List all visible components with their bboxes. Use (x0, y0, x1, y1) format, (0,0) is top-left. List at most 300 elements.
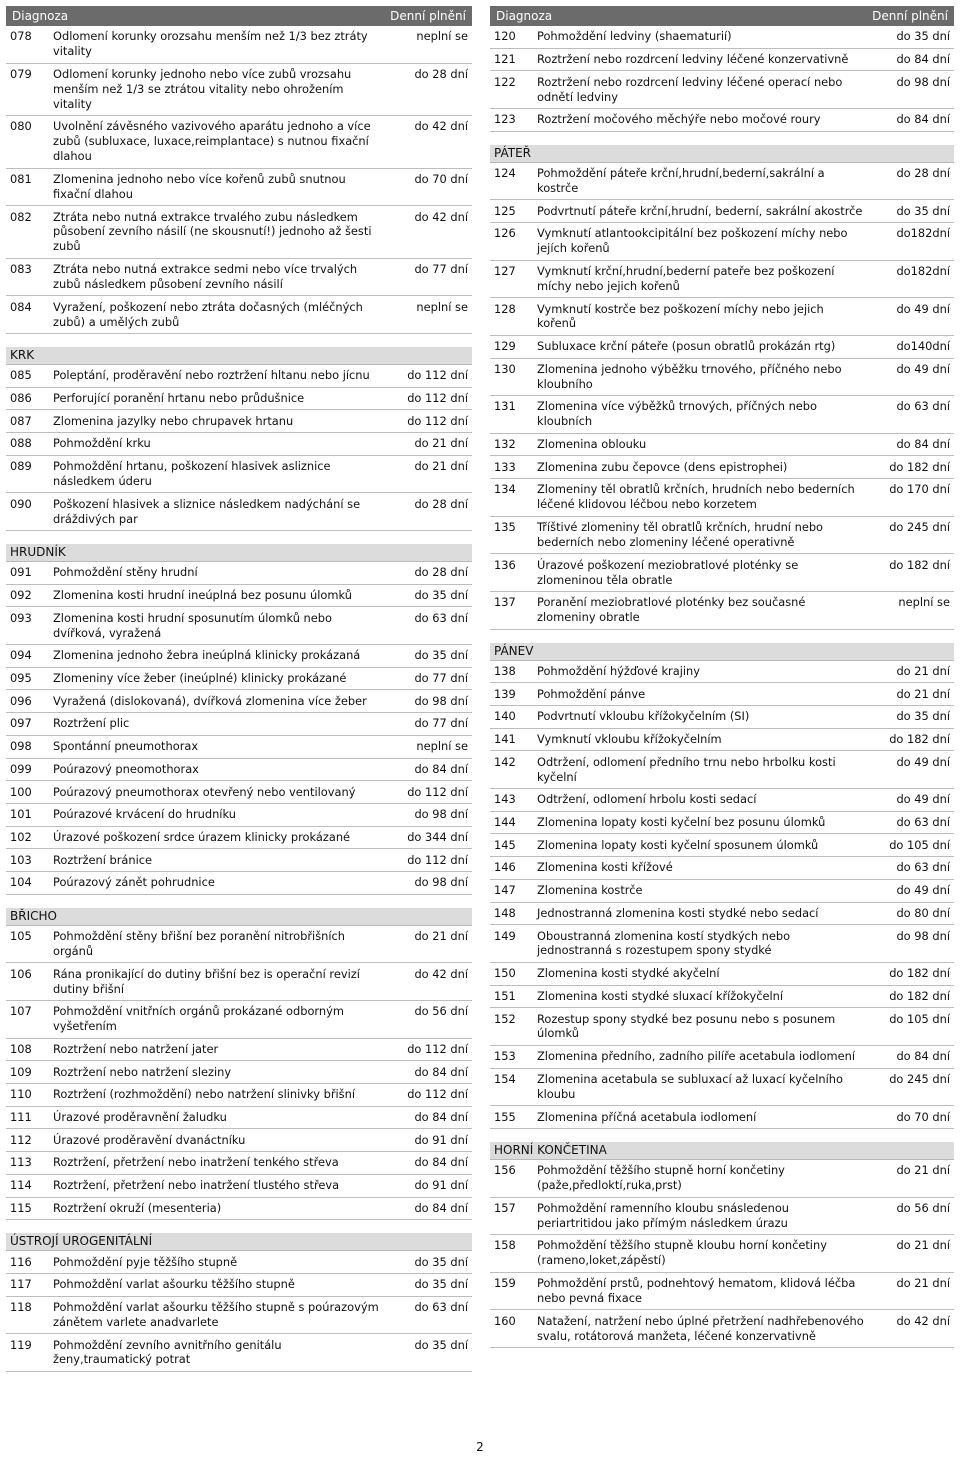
diagnosis-description: Pohmoždění stěny břišní bez poranění nitrobřišních orgánů (53, 929, 346, 958)
table-row (6, 690, 472, 713)
daily-benefit-days: do 245 dní (889, 520, 950, 535)
diagnosis-description: Pohmoždění těžšího stupně horní končetiny (paže,předloktí,ruka,prst) (537, 1163, 785, 1193)
daily-benefit-days: neplní se (416, 739, 468, 754)
diagnosis-description: Pohmoždění ledviny (shaematurií) (537, 29, 732, 44)
daily-benefit-days: do 182 dní (889, 988, 950, 1003)
daily-benefit-days: do 21 dní (896, 1276, 950, 1291)
diagnosis-code: 158 (494, 1238, 516, 1253)
diagnosis-code: 093 (10, 610, 32, 625)
sections (6, 26, 472, 1372)
table-row (6, 1001, 472, 1039)
table-row (6, 926, 472, 964)
header-diagnosis-label: Diagnoza (12, 9, 69, 23)
section-heading: KRK (6, 347, 472, 365)
daily-benefit-days: do 35 dní (414, 1277, 468, 1292)
diagnosis-description: Poúrazové krvácení do hrudníku (53, 807, 236, 822)
diagnosis-description: Tříštivé zlomeniny těl obratlů krčních, hrudní nebo bederních nebo zlomeniny léčené operativně (537, 520, 824, 549)
daily-benefit-days: do 84 dní (414, 1155, 468, 1170)
diagnosis-description: Perforující poranění hrtanu nebo průdušnice (53, 390, 305, 405)
diagnosis-code: 117 (10, 1277, 32, 1292)
table-row (6, 1129, 472, 1152)
table-row (490, 706, 954, 729)
diagnosis-description: Roztržení plic (53, 716, 130, 731)
daily-benefit-days: do 98 dní (414, 875, 468, 890)
daily-benefit-days: do 35 dní (414, 648, 468, 663)
daily-benefit-days: do 42 dní (414, 209, 468, 224)
diagnosis-code: 110 (10, 1087, 32, 1102)
diagnosis-code: 092 (10, 588, 32, 603)
diagnosis-description: Zlomenina oblouku (537, 437, 647, 452)
diagnosis-description: Zlomenina kosti hrudní sposunutím úlomků nebo dvířková, vyražená (53, 610, 332, 640)
table-row (6, 1274, 472, 1297)
diagnosis-code: 115 (10, 1200, 32, 1215)
diagnosis-code: 123 (494, 112, 516, 127)
diagnosis-code: 099 (10, 761, 32, 776)
table-row (490, 751, 954, 789)
daily-benefit-days: do 77 dní (414, 262, 468, 277)
daily-benefit-days: do 35 dní (896, 29, 950, 44)
column-header (6, 6, 472, 26)
diagnosis-code: 090 (10, 496, 32, 511)
daily-benefit-days: do 21 dní (896, 1238, 950, 1253)
daily-benefit-days: do 84 dní (896, 52, 950, 66)
table-row (6, 849, 472, 872)
diagnosis-description: Spontánní pneumothorax (53, 739, 199, 754)
diagnosis-description: Zlomenina jazylky nebo chrupavek hrtanu (53, 413, 294, 428)
table-row (6, 1152, 472, 1175)
diagnosis-description: Poúrazový zánět pohrudnice (53, 875, 215, 890)
diagnosis-code: 111 (10, 1110, 32, 1124)
diagnosis-description: Vymknutí kostrče bez poškození míchy nebo jejich kořenů (537, 301, 824, 331)
diagnosis-code: 156 (494, 1163, 516, 1178)
diagnosis-description: Pohmoždění hrtanu, poškození hlasivek asliznice následkem úderu (53, 459, 331, 488)
daily-benefit-days: do 42 dní (414, 119, 468, 134)
diagnosis-code: 106 (10, 966, 32, 981)
table-row (490, 109, 954, 132)
table-row (6, 1039, 472, 1062)
table-row (6, 64, 472, 117)
diagnosis-code: 147 (494, 883, 516, 898)
daily-benefit-days: do 35 dní (414, 1254, 468, 1269)
table-row (490, 1235, 954, 1273)
diagnosis-code: 134 (494, 482, 516, 497)
daily-benefit-days: do 112 dní (407, 852, 468, 867)
diagnosis-code: 088 (10, 436, 32, 451)
diagnosis-code: 151 (494, 988, 516, 1003)
diagnosis-code: 144 (494, 815, 516, 830)
diagnosis-code: 145 (494, 837, 516, 852)
diagnosis-code: 084 (10, 299, 32, 314)
daily-benefit-days: do 112 dní (407, 368, 468, 383)
diagnosis-description: Zlomenina kosti hrudní ineúplná bez posunu úlomků (53, 588, 352, 603)
diagnosis-code: 109 (10, 1064, 32, 1079)
diagnosis-code: 085 (10, 368, 32, 383)
diagnosis-code: 140 (494, 709, 516, 724)
table-row (6, 493, 472, 531)
daily-benefit-days: neplní se (416, 299, 468, 314)
daily-benefit-days: do 112 dní (407, 784, 468, 799)
table-row (490, 729, 954, 752)
table-row (490, 163, 954, 201)
diagnosis-description: Zlomenina kosti stydké sluxací křížokyčelní (537, 988, 784, 1003)
table-row (490, 456, 954, 479)
table-row (6, 1334, 472, 1372)
table-row (490, 1069, 954, 1107)
daily-benefit-days: do140dní (896, 339, 950, 354)
diagnosis-description: Pohmoždění těžšího stupně kloubu horní končetiny (rameno,loket,zápěstí) (537, 1238, 827, 1268)
table-row (6, 781, 472, 804)
table-row (6, 433, 472, 456)
diagnosis-code: 128 (494, 301, 516, 316)
diagnosis-code: 112 (10, 1132, 32, 1147)
section-heading: PÁNEV (490, 643, 954, 661)
diagnosis-description: Poranění meziobratlové ploténky bez současné zlomeniny obratle (537, 595, 806, 625)
table-row (490, 479, 954, 517)
table-row (6, 169, 472, 207)
diagnosis-code: 095 (10, 671, 32, 686)
table-row (490, 434, 954, 457)
table-row (490, 200, 954, 223)
diagnosis-code: 108 (10, 1041, 32, 1056)
diagnosis-code: 160 (494, 1313, 516, 1328)
diagnosis-description: Úrazové poškození meziobratlové ploténky se zlomeninou těla obratle (537, 557, 799, 587)
table-row (490, 223, 954, 261)
table-row (490, 1160, 954, 1198)
header-value-label: Denní plnění (872, 9, 948, 23)
daily-benefit-days: neplní se (416, 29, 468, 44)
table-row (6, 827, 472, 850)
diagnosis-code: 138 (494, 663, 516, 678)
diagnosis-description: Pohmoždění páteře krční,hrudní,bederní,sakrální a kostrče (537, 166, 825, 195)
diagnosis-description: Pohmoždění pyje těžšího stupně (53, 1254, 238, 1269)
daily-benefit-days: neplní se (898, 595, 950, 610)
diagnosis-description: Zlomenina předního, zadního pilíře acetabula iodlomení (537, 1049, 856, 1064)
daily-benefit-days: do 84 dní (414, 1064, 468, 1079)
diagnosis-description: Zlomenina kosti stydké akyčelní (537, 966, 720, 981)
diagnosis-code: 118 (10, 1299, 32, 1314)
daily-benefit-days: do 49 dní (896, 361, 950, 376)
diagnosis-code: 078 (10, 29, 32, 44)
diagnosis-code: 089 (10, 459, 32, 474)
diagnosis-description: Zlomenina kosti křížové (537, 860, 673, 875)
page-number: 2 (476, 1440, 484, 1454)
daily-benefit-days: do 49 dní (896, 301, 950, 316)
daily-benefit-days: do 21 dní (414, 459, 468, 474)
daily-benefit-days: do 35 dní (414, 1337, 468, 1352)
table-row (6, 206, 472, 259)
table-row (6, 1297, 472, 1335)
diagnosis-code: 105 (10, 929, 32, 944)
diagnosis-code: 096 (10, 693, 32, 708)
diagnosis-code: 141 (494, 732, 516, 747)
diagnosis-code: 101 (10, 807, 32, 822)
table-row (6, 365, 472, 388)
diagnosis-description: Zlomeniny těl obratlů krčních, hrudních nebo bederních léčené klidovou léčbou nebo korzetem (537, 482, 855, 512)
daily-benefit-days: do 84 dní (896, 437, 950, 452)
diagnosis-description: Podvrtnutí páteře krční,hrudní, bederní, sakrální akostrče (537, 203, 863, 218)
diagnosis-code: 116 (10, 1254, 32, 1269)
diagnosis-code: 119 (10, 1337, 32, 1352)
table-row (490, 517, 954, 555)
daily-benefit-days: do 98 dní (896, 74, 950, 89)
diagnosis-code: 094 (10, 648, 32, 663)
diagnosis-description: Jednostranná zlomenina kosti stydké nebo sedací (537, 905, 819, 920)
diagnosis-description: Zlomenina acetabula se subluxací až luxací kyčelního kloubu (537, 1071, 843, 1101)
diagnosis-description: Zlomeniny více žeber (ineúplné) klinicky prokázané (53, 671, 347, 686)
diagnosis-description: Zlomenina jednoho nebo více kořenů zubů snutnou fixační dlahou (53, 171, 346, 201)
diagnosis-description: Zlomenina zubu čepovce (dens epistrophei) (537, 459, 788, 474)
daily-benefit-days: do 21 dní (896, 686, 950, 701)
left-column (6, 6, 472, 1372)
daily-benefit-days: do 170 dní (889, 482, 950, 497)
diagnosis-description: Vyražení, poškození nebo ztráta dočasných (mléčných zubů) a umělých zubů (53, 299, 363, 329)
diagnosis-description: Pohmoždění ramenního kloubu snásledenou periartritidou jako přímým následkem úrazu (537, 1200, 790, 1230)
diagnosis-code: 131 (494, 399, 516, 414)
diagnosis-code: 133 (494, 459, 516, 474)
diagnosis-description: Pohmoždění zevního avnitřního genitálu ženy,traumatický potrat (53, 1337, 282, 1367)
diagnosis-description: Poúrazový pneomothorax (53, 761, 199, 776)
table-row (6, 456, 472, 494)
table-row (490, 963, 954, 986)
diagnosis-description: Zlomenina lopaty kosti kyčelní sposunem úlomků (537, 837, 819, 852)
diagnosis-code: 148 (494, 905, 516, 920)
diagnosis-description: Natažení, natržení nebo úplné přetržení nadhřebenového svalu, rotátorová manžeta, léčené konzervativně (537, 1313, 864, 1343)
table-row (6, 872, 472, 895)
daily-benefit-days: do 28 dní (414, 565, 468, 580)
daily-benefit-days: do 84 dní (414, 1110, 468, 1124)
daily-benefit-days: do 49 dní (896, 883, 950, 898)
diagnosis-description: Podvrtnutí vkloubu křížokyčelním (SI) (537, 709, 750, 724)
table-row (6, 713, 472, 736)
table-row (6, 1175, 472, 1198)
diagnosis-code: 113 (10, 1155, 32, 1170)
diagnosis-code: 143 (494, 792, 516, 807)
diagnosis-description: Zlomenina příčná acetabula iodlomení (537, 1109, 757, 1124)
daily-benefit-days: do 91 dní (414, 1132, 468, 1147)
diagnosis-code: 126 (494, 226, 516, 241)
daily-benefit-days: do 91 dní (414, 1178, 468, 1193)
table-row (6, 296, 472, 334)
header-diagnosis-label: Diagnoza (496, 9, 553, 23)
diagnosis-description: Poúrazový pneumothorax otevřený nebo ventilovaný (53, 784, 356, 799)
daily-benefit-days: do 182 dní (889, 459, 950, 474)
daily-benefit-days: do 49 dní (896, 754, 950, 769)
table-row (490, 26, 954, 49)
table-row (6, 668, 472, 691)
table-row (490, 834, 954, 857)
diagnosis-description: Roztržení okruží (mesenteria) (53, 1200, 222, 1215)
diagnosis-description: Odlomení korunky jednoho nebo více zubů vrozsahu menším než 1/3 se ztrátou vitality nebo ohrožením vitality (53, 66, 352, 111)
diagnosis-description: Ztráta nebo nutná extrakce trvalého zubu následkem působení zevního násilí (ne skousnutí!) jednoho až šesti zubů (53, 209, 372, 254)
diagnosis-code: 121 (494, 52, 516, 66)
diagnosis-description: Roztržení nebo natržení jater (53, 1041, 219, 1056)
diagnosis-code: 087 (10, 413, 32, 428)
daily-benefit-days: do 21 dní (414, 436, 468, 451)
table-row (490, 592, 954, 630)
diagnosis-description: Zlomenina jednoho žebra ineúplná klinicky prokázaná (53, 648, 361, 663)
diagnosis-code: 132 (494, 437, 516, 452)
daily-benefit-days: do 56 dní (414, 1004, 468, 1019)
diagnosis-description: Pohmoždění pánve (537, 686, 646, 701)
daily-benefit-days: do 63 dní (896, 399, 950, 414)
table-row (490, 261, 954, 299)
right-column (490, 6, 954, 1348)
table-row (6, 759, 472, 782)
daily-benefit-days: do182dní (896, 226, 950, 241)
diagnosis-code: 155 (494, 1109, 516, 1124)
daily-benefit-days: do 49 dní (896, 792, 950, 807)
table-row (490, 925, 954, 963)
diagnosis-description: Roztržení nebo rozdrcení ledviny léčené konzervativně (537, 52, 849, 66)
table-row (490, 396, 954, 434)
diagnosis-description: Zlomenina lopaty kosti kyčelní bez posunu úlomků (537, 815, 826, 830)
table-row (6, 585, 472, 608)
diagnosis-description: Pohmoždění prstů, podnehtový hematom, klidová léčba nebo pevná fixace (537, 1276, 856, 1305)
daily-benefit-days: do 28 dní (414, 496, 468, 511)
diagnosis-description: Roztržení nebo rozdrcení ledviny léčené operací nebo odnětí ledviny (537, 74, 843, 104)
daily-benefit-days: do 112 dní (407, 390, 468, 405)
daily-benefit-days: do 42 dní (414, 966, 468, 981)
table-row (490, 1198, 954, 1236)
diagnosis-description: Pohmoždění varlat ašourku těžšího stupně (53, 1277, 295, 1292)
daily-benefit-days: do 28 dní (414, 66, 468, 81)
diagnosis-description: Pohmoždění vnitřních orgánů prokázané odborným vyšetřením (53, 1004, 344, 1034)
diagnosis-description: Roztržení nebo natržení sleziny (53, 1064, 232, 1079)
diagnosis-description: Roztržení (rozhmoždění) nebo natržení slinivky břišní (53, 1087, 355, 1102)
diagnosis-code: 124 (494, 166, 516, 181)
diagnosis-code: 127 (494, 263, 516, 278)
table-row (490, 1046, 954, 1069)
table-row (6, 259, 472, 297)
diagnosis-description: Subluxace krční páteře (posun obratlů prokázán rtg) (537, 339, 836, 354)
diagnosis-code: 130 (494, 361, 516, 376)
table-row (490, 661, 954, 684)
diagnosis-code: 142 (494, 754, 516, 769)
daily-benefit-days: do 77 dní (414, 716, 468, 731)
daily-benefit-days: do 80 dní (896, 905, 950, 920)
diagnosis-description: Zlomenina více výběžků trnových, příčných nebo kloubních (537, 399, 817, 429)
daily-benefit-days: do 98 dní (414, 807, 468, 822)
daily-benefit-days: do 21 dní (896, 1163, 950, 1178)
diagnosis-code: 139 (494, 686, 516, 701)
daily-benefit-days: do 63 dní (414, 1299, 468, 1314)
diagnosis-code: 097 (10, 716, 32, 731)
diagnosis-code: 129 (494, 339, 516, 354)
table-row (490, 1310, 954, 1348)
diagnosis-code: 091 (10, 565, 32, 580)
diagnosis-description: Roztržení močového měchýře nebo močové roury (537, 112, 821, 127)
diagnosis-code: 125 (494, 203, 516, 218)
diagnosis-code: 120 (494, 29, 516, 44)
diagnosis-description: Odlomení korunky orozsahu menším než 1/3 bez ztráty vitality (53, 29, 368, 59)
diagnosis-code: 098 (10, 739, 32, 754)
table-row (6, 1084, 472, 1107)
daily-benefit-days: do 28 dní (896, 166, 950, 181)
diagnosis-description: Rána pronikající do dutiny břišní bez is operační revizí dutiny břišní (53, 966, 360, 996)
daily-benefit-days: do 98 dní (414, 693, 468, 708)
daily-benefit-days: do 84 dní (414, 1200, 468, 1215)
table-row (6, 410, 472, 433)
table-row (490, 903, 954, 926)
diagnosis-code: 107 (10, 1004, 32, 1019)
diagnosis-description: Roztržení, přetržení nebo inatržení tlustého střeva (53, 1178, 340, 1193)
daily-benefit-days: do 344 dní (407, 829, 468, 844)
diagnosis-code: 146 (494, 860, 516, 875)
diagnosis-code: 102 (10, 829, 32, 844)
diagnosis-description: Odtržení, odlomení předního trnu nebo hrbolku kosti kyčelní (537, 754, 836, 784)
diagnosis-description: Ztráta nebo nutná extrakce sedmi nebo více trvalých zubů následkem působení zevního násilí (53, 262, 358, 291)
diagnosis-description: Uvolnění závěsného vazivového aparátu jednoho a více zubů (subluxace, luxace,reimplantace) s nutnou fixační dlahou (53, 119, 371, 164)
daily-benefit-days: do 63 dní (896, 815, 950, 830)
daily-benefit-days: do 63 dní (896, 860, 950, 875)
diagnosis-description: Pohmoždění krku (53, 436, 151, 451)
daily-benefit-days: do 84 dní (414, 761, 468, 776)
diagnosis-code: 083 (10, 262, 32, 277)
table-row (6, 1107, 472, 1130)
diagnosis-code: 135 (494, 520, 516, 535)
daily-benefit-days: do 70 dní (896, 1109, 950, 1124)
diagnosis-description: Poškození hlasivek a sliznice následkem nadýchání se dráždivých par (53, 496, 361, 526)
daily-benefit-days: do 105 dní (889, 1011, 950, 1026)
daily-benefit-days: do 84 dní (896, 1049, 950, 1064)
diagnosis-code: 100 (10, 784, 32, 799)
diagnosis-description: Zlomenina kostrče (537, 883, 643, 898)
diagnosis-description: Roztržení, přetržení nebo inatržení tenkého střeva (53, 1155, 339, 1170)
diagnosis-code: 154 (494, 1071, 516, 1086)
diagnosis-description: Odtržení, odlomení hrbolu kosti sedací (537, 792, 757, 807)
table-row (490, 298, 954, 336)
daily-benefit-days: do 35 dní (896, 709, 950, 724)
table-row (490, 789, 954, 812)
table-row (490, 49, 954, 72)
daily-benefit-days: do 70 dní (414, 171, 468, 186)
table-row (490, 336, 954, 359)
table-row (490, 1106, 954, 1129)
section-heading: PÁTEŘ (490, 145, 954, 163)
diagnosis-description: Vyražená (dislokovaná), dvířková zlomenina více žeber (53, 693, 367, 708)
diagnosis-code: 152 (494, 1011, 516, 1026)
daily-benefit-days: do 105 dní (889, 837, 950, 852)
daily-benefit-days: do 84 dní (896, 112, 950, 127)
diagnosis-description: Pohmoždění varlat ašourku těžšího stupně s poúrazovým zánětem varlete anadvarlete (53, 1299, 379, 1329)
diagnosis-description: Rozestup spony stydké bez posunu nebo s posunem úlomků (537, 1011, 836, 1041)
daily-benefit-days: do 42 dní (896, 1313, 950, 1328)
diagnosis-description: Úrazové proděravnění žaludku (53, 1110, 227, 1124)
diagnosis-code: 153 (494, 1049, 516, 1064)
table-row (490, 857, 954, 880)
diagnosis-code: 086 (10, 390, 32, 405)
sections (490, 26, 954, 1348)
daily-benefit-days: do 182 dní (889, 732, 950, 747)
table-row (490, 812, 954, 835)
table-row (490, 359, 954, 397)
diagnosis-description: Vymknutí krční,hrudní,bederní pateře bez poškození míchy nebo jejich kořenů (537, 263, 835, 293)
table-row (490, 1008, 954, 1046)
diagnosis-code: 114 (10, 1178, 32, 1193)
table-row (6, 607, 472, 645)
section-heading: BŘICHO (6, 908, 472, 926)
diagnosis-code: 122 (494, 74, 516, 89)
daily-benefit-days: do 21 dní (896, 663, 950, 678)
table-row (6, 804, 472, 827)
daily-benefit-days: do 56 dní (896, 1200, 950, 1215)
table-row (490, 554, 954, 592)
table-row (6, 388, 472, 411)
diagnosis-description: Úrazové proděravění dvanáctníku (53, 1132, 246, 1147)
diagnosis-code: 104 (10, 875, 32, 890)
daily-benefit-days: do 35 dní (414, 588, 468, 603)
daily-benefit-days: do 112 dní (407, 1041, 468, 1056)
